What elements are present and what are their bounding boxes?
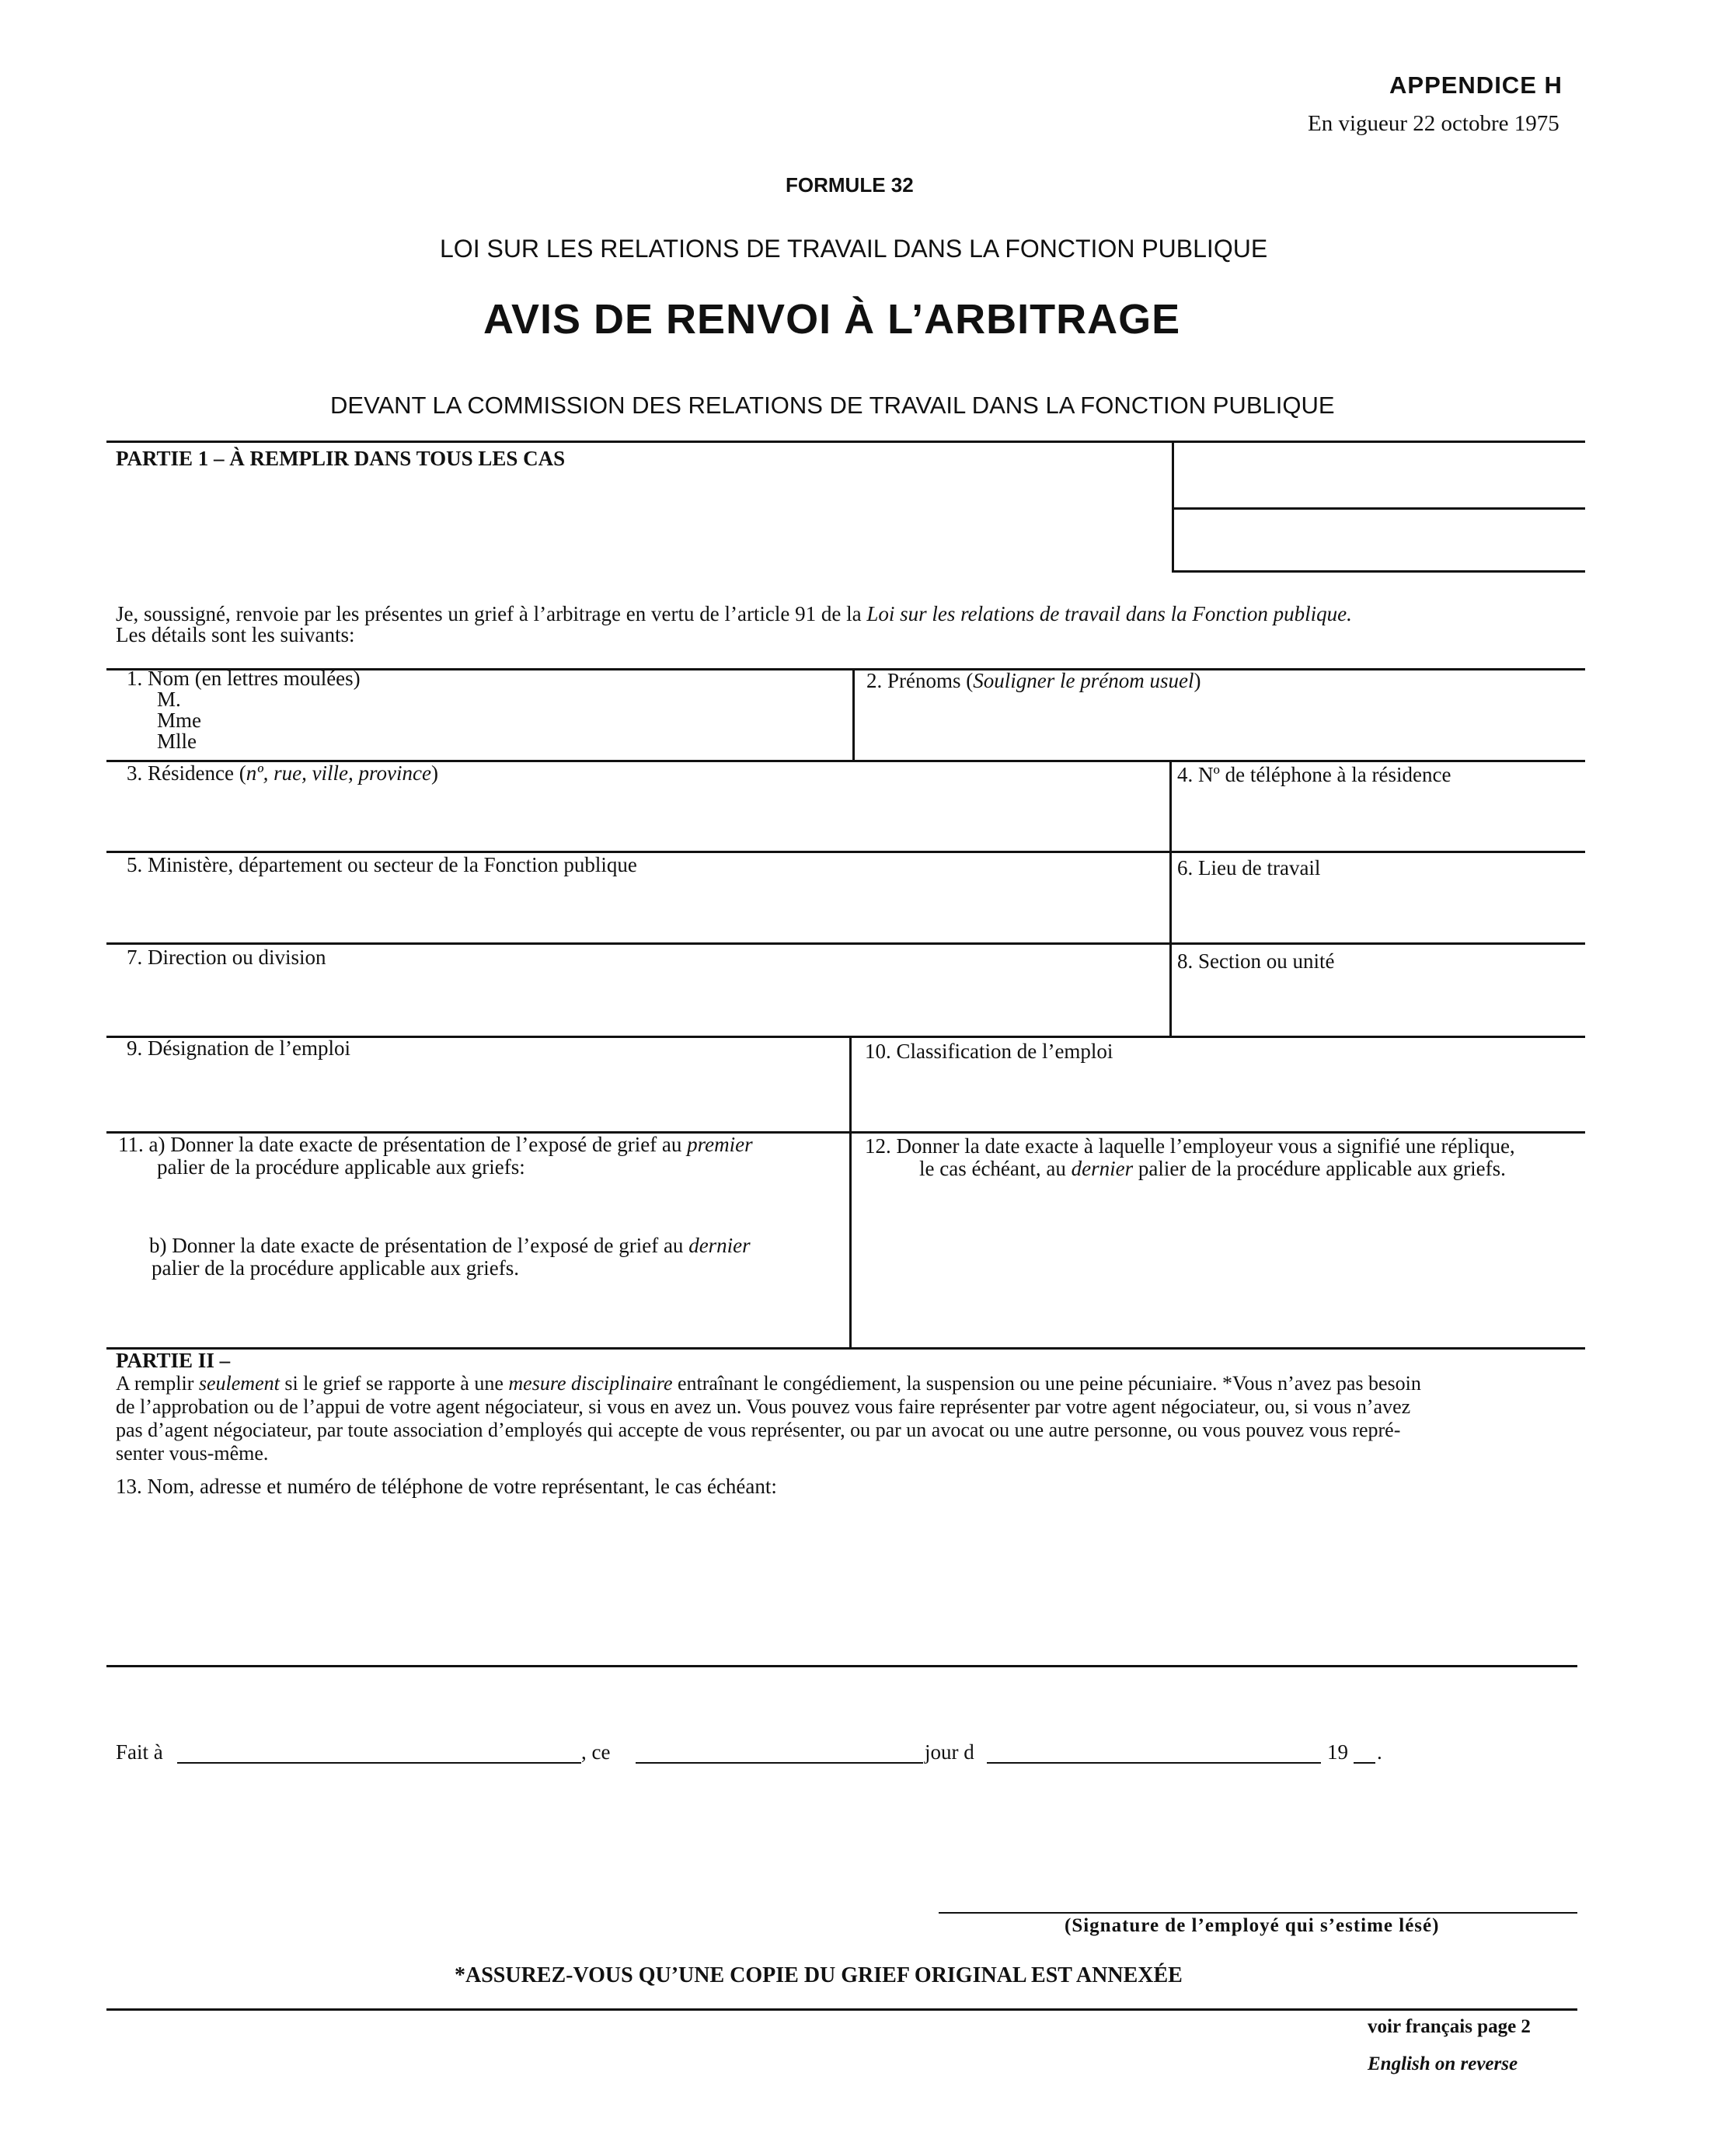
page-subtitle: DEVANT LA COMMISSION DES RELATIONS DE TRAVAIL DANS LA FONCTION PUBLIQUE	[330, 392, 1335, 419]
field-8-label: 8. Section ou unité	[1177, 949, 1335, 973]
field-9-label: 9. Désignation de l’emploi	[127, 1036, 350, 1060]
office-box-left	[1172, 441, 1174, 570]
col-line-r1	[852, 668, 855, 760]
col-line-r2	[1169, 760, 1172, 1036]
part2-line-2: de l’approbation ou de l’appui de votre agent négociateur, si vous en avez un. Vous pouvez vous faire représenter par votre agent négociateur, ou, si vous n’avez	[116, 1395, 1411, 1418]
field-11a-line1: 11. a) Donner la date exacte de présentation de l’exposé de grief au premier	[118, 1133, 753, 1156]
effective-date: En vigueur 22 octobre 1975	[1308, 111, 1559, 136]
intro-line-2: Les détails sont les suivants:	[116, 623, 355, 646]
office-box-mid	[1172, 507, 1585, 510]
year-field[interactable]	[1354, 1762, 1375, 1764]
signature-line[interactable]	[939, 1912, 1577, 1914]
field-11a-line2: palier de la procédure applicable aux griefs:	[157, 1155, 525, 1179]
footer-rule	[106, 2008, 1577, 2011]
field-12-line1: 12. Donner la date exacte à laquelle l’employeur vous a signifié une réplique,	[865, 1134, 1515, 1158]
field-4-label: 4. Nº de téléphone à la résidence	[1177, 763, 1451, 786]
field-5-label: 5. Ministère, département ou secteur de la Fonction publique	[127, 853, 637, 876]
field-1-m: M.	[157, 688, 181, 711]
field-1-label: 1. Nom (en lettres moulées)	[127, 667, 361, 690]
part2-line-4: senter vous-même.	[116, 1442, 269, 1465]
attach-notice: *ASSUREZ-VOUS QU’UNE COPIE DU GRIEF ORIGINAL EST ANNEXÉE	[455, 1963, 1183, 1987]
field-2-label: 2. Prénoms (Souligner le prénom usuel)	[866, 669, 1201, 692]
appendix-label: APPENDICE H	[1389, 71, 1563, 99]
form-number: FORMULE 32	[786, 173, 914, 197]
year-prefix: 19	[1327, 1740, 1348, 1764]
place-field[interactable]	[177, 1762, 581, 1764]
top-rule	[106, 441, 1585, 443]
office-box-bottom	[1172, 570, 1585, 573]
part2-line-1: A remplir seulement si le grief se rapporte à une mesure disciplinaire entraînant le congédiement, la suspension ou une peine pécuniaire. *Vous n’avez pas besoin	[116, 1372, 1421, 1395]
field-7-label: 7. Direction ou division	[127, 946, 326, 969]
field-13-label: 13. Nom, adresse et numéro de téléphone de votre représentant, le cas échéant:	[116, 1475, 777, 1498]
field-11b-line2: palier de la procédure applicable aux griefs.	[152, 1256, 520, 1280]
footer-french: voir français page 2	[1368, 2016, 1531, 2037]
month-field[interactable]	[987, 1762, 1321, 1764]
field-1-mme: Mme	[157, 709, 201, 732]
jour-label: jour d	[925, 1740, 974, 1764]
field-1-mlle: Mlle	[157, 730, 197, 753]
act-title: LOI SUR LES RELATIONS DE TRAVAIL DANS LA FONCTION PUBLIQUE	[440, 235, 1268, 263]
part1-heading: PARTIE 1 – À REMPLIR DANS TOUS LES CAS	[116, 447, 566, 470]
part2-bottom-rule	[106, 1665, 1577, 1667]
field-10-label: 10. Classification de l’emploi	[865, 1040, 1113, 1063]
part2-line-3: pas d’agent négociateur, par toute association d’employés qui accepte de vous représenter, ou par un avocat ou une autre personne, ou vous pouvez vous repré-	[116, 1419, 1401, 1441]
ce-label: , ce	[581, 1740, 611, 1764]
row-line-4	[106, 942, 1585, 945]
footer-english: English on reverse	[1368, 2053, 1518, 2074]
field-12-line2: le cas échéant, au dernier palier de la procédure applicable aux griefs.	[919, 1157, 1506, 1180]
day-field[interactable]	[636, 1762, 923, 1764]
intro-line-1: Je, soussigné, renvoie par les présentes un grief à l’arbitrage en vertu de l’article 91 de la Loi sur les relations de travail dans la Fonction publique.	[116, 602, 1352, 625]
fait-a-label: Fait à	[116, 1740, 163, 1764]
signature-caption: (Signature de l’employé qui s’estime lésé)	[1065, 1915, 1440, 1936]
year-period: .	[1377, 1740, 1382, 1764]
field-6-label: 6. Lieu de travail	[1177, 856, 1321, 879]
field-3-label: 3. Résidence (nº, rue, ville, province)	[127, 761, 438, 785]
page-title: AVIS DE RENVOI À L’ARBITRAGE	[483, 296, 1181, 343]
part2-heading: PARTIE II –	[116, 1349, 231, 1372]
col-line-r5	[849, 1036, 852, 1347]
row-line-7	[106, 1347, 1585, 1350]
field-11b-line1: b) Donner la date exacte de présentation de l’exposé de grief au dernier	[149, 1234, 751, 1257]
